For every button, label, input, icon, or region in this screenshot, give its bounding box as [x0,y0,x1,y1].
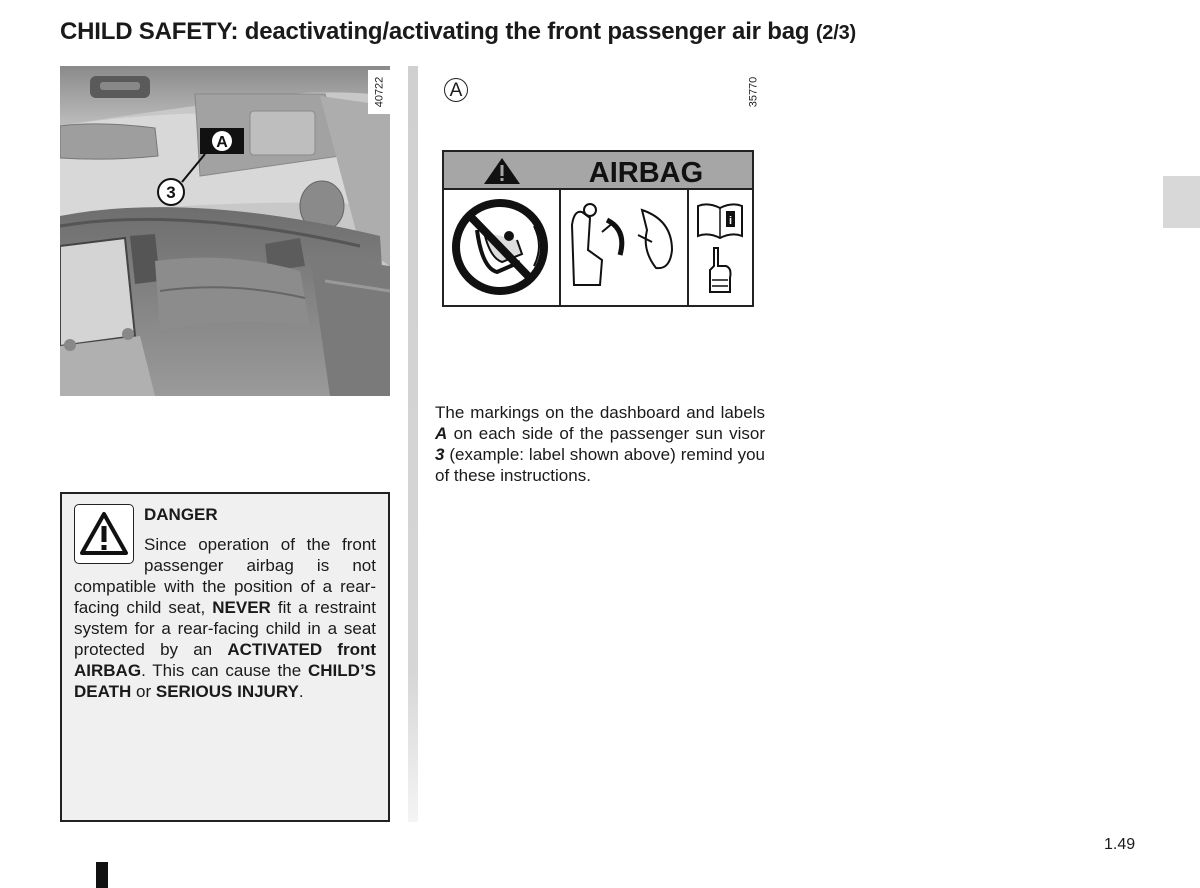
danger-activated: ACTIVATED front AIRBAG [74,640,376,680]
danger-t3: . This can cause the [141,661,308,680]
figure-ref-left-text: 40722 [373,76,385,108]
body-part3: (example: label shown above) remind you of these instructions. [435,445,765,485]
body-paragraph [435,402,765,486]
danger-never: NEVER [212,598,271,617]
danger-t2: fit a restraint system for a rear-facing child in a seat protected by an [74,598,376,659]
body-part1: The markings on the dashboard and labels [435,403,765,422]
danger-t5: . [298,682,304,701]
title-main: CHILD SAFETY: deactivating/activating the front passenger air bag [60,18,810,45]
callout-number-3: 3 [166,183,176,202]
callout-label-a: A [216,134,228,151]
page-number: 1.49 [1104,836,1136,853]
title-suffix: (2/3) [815,22,856,44]
crop-mark [96,862,108,888]
body-label-a: A [435,424,448,443]
airbag-warning-label [442,150,754,308]
danger-icon [74,504,134,564]
danger-death: CHILD’S DEATH [74,661,376,701]
figure-ref-right-text: 35770 [747,76,759,108]
svg-text:i: i [728,215,733,227]
figure-ref-left [368,70,390,114]
danger-t1: Since operation of the front passenger airbag is not compatible with the position of a rear-facing child seat, [74,535,376,617]
car-interior-photo [60,66,390,396]
danger-heading: DANGER [144,505,218,524]
figure-ref-right [742,70,764,114]
column-separator [408,66,418,822]
figure-label-a: A [444,78,468,102]
airbag-label-text: AIRBAG [588,157,704,189]
section-tab [1163,176,1200,228]
body-visor-number: 3 [435,445,445,464]
danger-box [60,492,390,822]
danger-t4: or [131,682,156,701]
danger-injury: SERIOUS INJURY [155,682,299,701]
page-title [60,18,856,46]
body-part2: on each side of the passenger sun visor [447,424,765,443]
